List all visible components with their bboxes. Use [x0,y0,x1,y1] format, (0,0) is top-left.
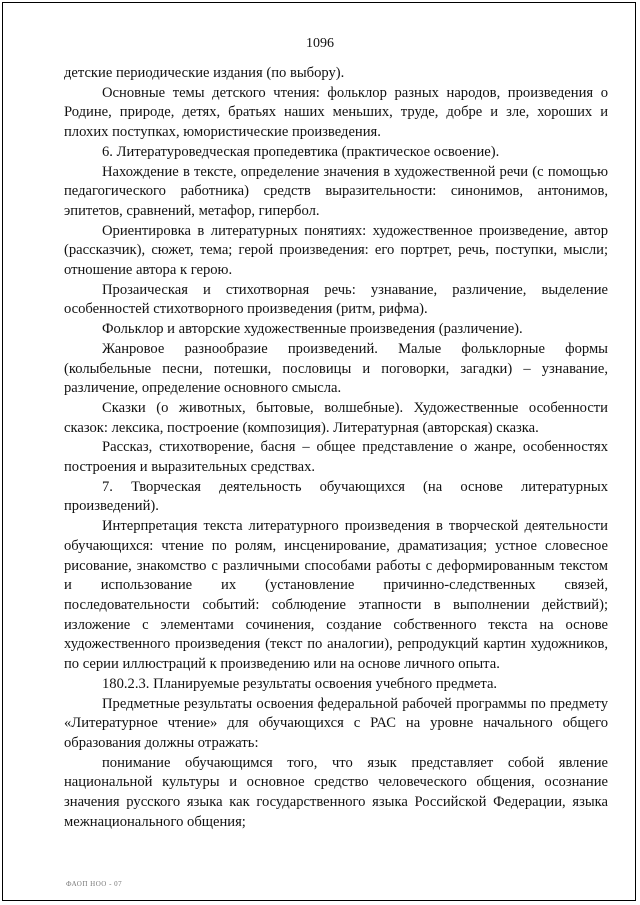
paragraph: Сказки (о животных, бытовые, волшебные). Художественные особенности сказок: лексика, построение (композиция). Литературная (авторская) сказка. [64,399,608,436]
page-number: 1096 [306,36,334,51]
paragraph: Рассказ, стихотворение, басня – общее представление о жанре, особенностях построения и выразительных средствах. [64,439,608,476]
footer-code: ФАОП НОО - 07 [66,880,123,888]
paragraph: Фольклор и авторские художественные произведения (различение). [102,321,523,338]
paragraph: Ориентировка в литературных понятиях: художественное произведение, автор (рассказчик), сюжет, тема; герой произведения: его портрет, речь, поступки, мысли; отношение автора к герою. [64,222,608,279]
document-body [64,64,608,832]
paragraph: Нахождение в тексте, определение значения в художественной речи (с помощью педагогического работника) средств выразительности: синонимов, антонимов, эпитетов, сравнений, метафор, гипербол. [64,163,608,219]
paragraph: Жанровое разнообразие произведений. Малые фольклорные формы (колыбельные песни, потешки, пословицы и поговорки, загадки) – узнавание, различение, определение основного смысла. [64,340,608,397]
paragraph: Основные темы детского чтения: фольклор разных народов, произведения о Родине, природе, детях, братьях наших меньших, труде, добре и зле, хороших и плохих поступках, юмористические произведения. [64,84,608,141]
paragraph: Предметные результаты освоения федеральной рабочей программы по предмету «Литературное чтение» для обучающихся с РАС на уровне начального общего образования должны отражать: [64,695,608,751]
paragraph: Интерпретация текста литературного произведения в творческой деятельности обучающихся: чтение по ролям, инсценирование, драматизация; устное словесное рисование, знакомство с различными способами работы с деформированным текстом и использование их (установление причинно-следственных связей, последовательности событий: соблюдение этапности в выполнении действий); изложение с элементами сочинения, создание собственного текста на основе художественного произведения (текст по аналогии), репродукций картин художников, по серии иллюстраций к произведению или на основе личного опыта. [64,518,608,673]
paragraph: понимание обучающимся того, что язык представляет собой явление национальной культуры и основное средство человеческого общения, осознание значения русского языка как государственного языка Российской Федерации, языка межнационального общения; [64,754,608,830]
paragraph: 180.2.3. Планируемые результаты освоения учебного предмета. [102,675,498,692]
paragraph: детские периодические издания (по выбору). [64,65,345,81]
paragraph: Прозаическая и стихотворная речь: узнавание, различение, выделение особенностей стихотворного произведения (ритм, рифма). [64,281,608,318]
paragraph: 7. Творческая деятельность обучающихся (на основе литературных произведений). [64,478,608,515]
paragraph: 6. Литературоведческая пропедевтика (практическое освоение). [102,143,500,160]
